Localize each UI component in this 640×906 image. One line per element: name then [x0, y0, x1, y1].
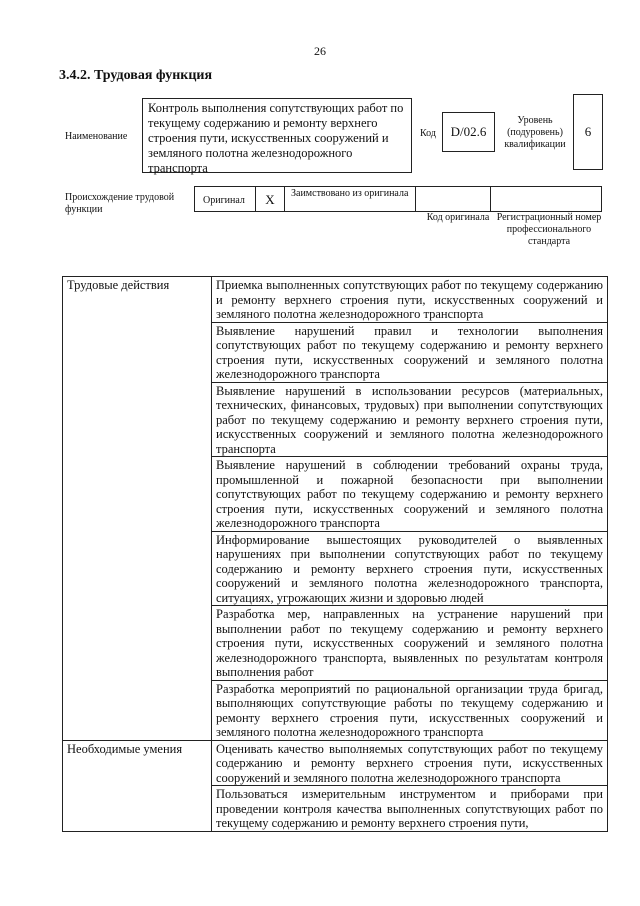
- table-cell: Разработка мероприятий по рациональной организации труда бригад, выполняющих сопутствующие работы по текущему содержанию и ремонту верхнего строения пути, искусственных сооружений и земляного полотна железнодорожного транспорта: [212, 680, 608, 740]
- level-label: Уровень (подуровень) квалификации: [504, 115, 566, 150]
- name-value: Контроль выполнения сопутствующих работ по текущему содержанию и ремонту верхнего строения пути, искусственных сооружений и земляного полотна железнодорожного транспорта: [142, 98, 412, 173]
- category-cell: Необходимые умения: [63, 740, 212, 831]
- table-cell: Выявление нарушений правил и технологии выполнения сопутствующих работ по текущему содержанию и ремонту верхнего строения пути, искусственных сооружений и земляного полотна железнодорожного транспорта: [212, 322, 608, 382]
- borrowed-label: Заимствовано из оригинала: [284, 186, 416, 212]
- original-label: Оригинал: [194, 186, 256, 212]
- code-value: D/02.6: [442, 112, 495, 152]
- section-title: 3.4.2. Трудовая функция: [59, 68, 213, 83]
- level-value: 6: [573, 94, 603, 170]
- original-mark: X: [255, 186, 285, 212]
- table-cell: Информирование вышестоящих руководителей о выявленных нарушениях при выполнении сопутствующих работ по текущему содержанию и ремонту верхнего строения пути, искусственных сооружений и земляного полотна железнодорожного транспорта, ситуациях, угрожающих жизни и здоровью людей: [212, 531, 608, 606]
- table-cell: Оценивать качество выполняемых сопутствующих работ по текущему содержанию и ремонту верхнего строения пути, искусственных сооружений и земляного полотна железнодорожного транспорта: [212, 740, 608, 786]
- table-cell: Пользоваться измерительным инструментом и приборами при проведении контроля качества выполненных сопутствующих работ по текущему содержанию и ремонту верхнего строения пути,: [212, 786, 608, 832]
- page-number: 26: [314, 44, 326, 58]
- table-cell: Приемка выполненных сопутствующих работ по текущему содержанию и ремонту верхнего строения пути, искусственных сооружений и земляного полотна железнодорожного транспорта: [212, 277, 608, 323]
- code-label: Код: [420, 128, 436, 139]
- table-row: [63, 277, 608, 323]
- table-row: [63, 740, 608, 786]
- table-cell: Выявление нарушений в использовании ресурсов (материальных, технических, финансовых, трудовых) при выполнении сопутствующих работ по текущему содержанию и ремонту верхнего строения пути, искусственных сооружений и земляного полотна железнодорожного транспорта: [212, 382, 608, 457]
- category-cell: Трудовые действия: [63, 277, 212, 741]
- original-code-cell: [415, 186, 491, 212]
- reg-number-caption: Регистрационный номер профессионального стандарта: [496, 212, 602, 247]
- table-cell: Выявление нарушений в соблюдении требований охраны труда, промышленной и пожарной безопасности при выполнении сопутствующих работ по текущему содержанию и ремонту верхнего строения пути, искусственных сооружений и земляного полотна железнодорожного транспорта: [212, 457, 608, 532]
- origin-row: [194, 186, 602, 212]
- name-label: Наименование: [65, 131, 128, 142]
- table-cell: Разработка мер, направленных на устранение нарушений при выполнении работ по текущему содержанию и ремонту верхнего строения пути, искусственных сооружений и земляного полотна железнодорожного транспорта, выявленных по результатам контроля выполнения работ: [212, 606, 608, 681]
- reg-number-cell: [490, 186, 602, 212]
- origin-label: Происхождение трудовой функции: [65, 192, 175, 215]
- functions-table: [62, 276, 608, 832]
- functions-table-wrap: [62, 276, 608, 906]
- code-original-caption: Код оригинала: [426, 212, 490, 223]
